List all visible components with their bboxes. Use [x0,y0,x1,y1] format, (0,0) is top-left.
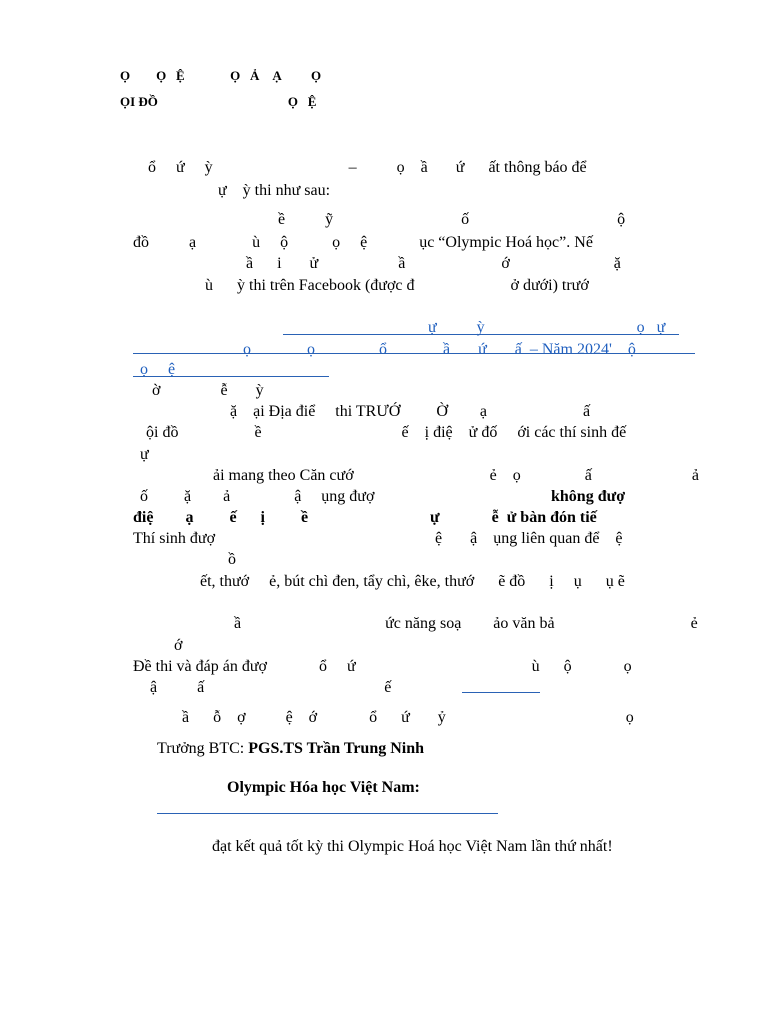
closing-text: đạt kết quả tốt kỳ thi Olympic Hoá học Việt Nam lần thứ nhất! [212,838,613,855]
para1-line-4: ù ỳ thi trên Facebook (được đ ở dưới) trướ [205,277,589,294]
para6-underline [462,692,540,693]
link-line-1[interactable]: ự ỳ ọ ự [428,319,666,336]
link-underline-3 [133,376,329,377]
para2-line-2: ặ ại Địa điể thi TRƯỚ Ờ ạ ấ [230,403,591,420]
para6-line-1: Đề thi và đáp án đượ ổ ứ ù ộ ọ [133,658,632,675]
para3-line-2: ố ặ ả ậ ụng đượ [140,488,375,505]
signature-name: PGS.TS Trần Trung Ninh [248,740,425,757]
link-underline-1 [283,334,679,335]
link-line-2[interactable]: ọ ọ ổ ầ ứ ấ – Năm 2024' ộ [243,341,636,358]
header-line-2: ỌI ĐỒ Ọ Ệ [120,94,317,109]
para3-line-3-bold-b: ự ễ ử bàn đón tiế [430,509,597,526]
para3-line-3-bold-a: điệ ạ ế ị ề [133,509,309,526]
para4-line-1: Thí sinh đượ ệ ậ ụng liên quan để ệ [133,530,623,547]
signature-prefix: Trưởng BTC: [157,740,249,757]
para5-line-1: ầ ức năng soạ ảo văn bả ẻ [234,615,698,632]
para4-line-2: ồ [228,551,236,568]
para6-line-2: ậ ấ ế [150,679,392,696]
para3-line-1: ải mang theo Căn cướ ẻ ọ ấ ả [213,467,699,484]
link-underline-2 [133,353,695,354]
intro-line-1: ổ ứ ỳ – ọ ầ ứ ất thông báo để [148,159,587,176]
signature-line [157,739,424,759]
para2-line-4: ự [140,446,149,463]
para3-line-2-bold: không đượ [551,488,626,505]
para1-line-3: ầ i ử ầ ớ ặ [246,255,621,272]
para2-line-1: ờ ễ ỳ [152,382,264,399]
para1-line-1: ề ỹ ố ộ [278,211,626,228]
intro-line-2: ự ỳ thi như sau: [218,182,331,199]
para4-line-3: ết, thướ ẻ, bút chì đen, tẩy chì, êke, thướ ẽ đồ ị ụ ụ ẽ [200,573,625,590]
olympic-title: Olympic Hóa học Việt Nam: [227,779,420,796]
para1-line-2: đồ ạ ù ộ ọ ệ ục “Olympic Hoá học”. Nế [133,234,593,251]
para5-line-2: ớ [174,637,183,654]
para7-line-1: ầ ỗ ợ ệ ớ ổ ứ ỷ ọ [182,709,634,726]
link-line-3[interactable]: ọ ệ [140,361,176,378]
para2-line-3: ội đồ ề ế ị điệ ử đố ới các thí sinh đế [146,424,627,441]
olympic-underline[interactable] [157,813,498,814]
header-line-1: Ọ Ọ Ệ Ọ Ả Ạ Ọ [120,68,322,83]
